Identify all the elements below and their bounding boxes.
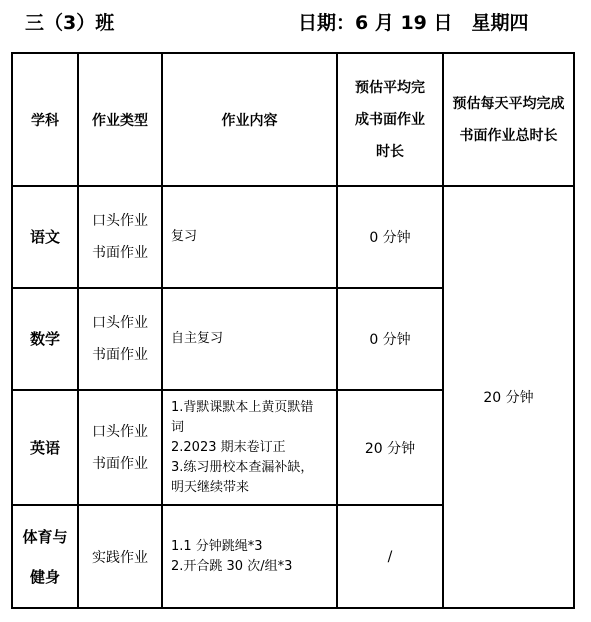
homework-table <box>11 52 575 609</box>
subject-english: 英语 <box>12 390 78 505</box>
class-title: 三（3）班 <box>25 12 115 34</box>
homework-type <box>78 288 162 390</box>
type-oral: 口头作业 <box>92 315 148 331</box>
content-line: 2.开合跳 30 次/组*3 <box>171 558 293 574</box>
header-content: 作业内容 <box>162 53 337 186</box>
content-line: 1.1 分钟跳绳*3 <box>171 538 263 554</box>
header-estimated-line2: 成书面作业 <box>355 111 425 128</box>
subject-line: 健身 <box>29 567 60 586</box>
subject-line: 体育与 <box>22 527 68 546</box>
type-oral: 口头作业 <box>92 423 148 440</box>
content-line: 词 <box>171 419 185 435</box>
homework-content <box>162 505 337 608</box>
type-written: 书面作业 <box>92 245 148 261</box>
homework-content <box>162 390 337 505</box>
content-line: 3.练习册校本查漏补缺， <box>171 459 314 475</box>
content-line: 2.2023 期末卷订正 <box>171 439 286 455</box>
header-total-line1: 预估每天平均完成 <box>452 95 565 112</box>
homework-duration: 20 分钟 <box>337 390 443 505</box>
header-estimated-line3: 时长 <box>376 143 404 160</box>
date-title: 日期：6 月 19 日 星期四 <box>298 12 529 34</box>
homework-content: 自主复习 <box>162 288 337 390</box>
subject-pe <box>12 505 78 608</box>
table-header-row <box>12 53 574 186</box>
type-oral: 口头作业 <box>92 213 148 229</box>
homework-type <box>78 186 162 288</box>
content-line: 明天继续带来 <box>171 479 250 495</box>
content-line: 1.背默课默本上黄页默错 <box>171 399 314 415</box>
header-subject: 学科 <box>12 53 78 186</box>
homework-content: 复习 <box>162 186 337 288</box>
table-row <box>12 186 574 288</box>
homework-duration: 0 分钟 <box>337 186 443 288</box>
homework-duration: 0 分钟 <box>337 288 443 390</box>
header-estimated-time <box>337 53 443 186</box>
subject-math: 数学 <box>12 288 78 390</box>
homework-type: 实践作业 <box>78 505 162 608</box>
homework-type <box>78 390 162 505</box>
header-type: 作业类型 <box>78 53 162 186</box>
total-duration: 20 分钟 <box>443 186 574 608</box>
homework-duration: / <box>337 505 443 608</box>
type-written: 书面作业 <box>92 455 148 472</box>
type-written: 书面作业 <box>92 347 148 363</box>
subject-chinese: 语文 <box>12 186 78 288</box>
header-estimated-line1: 预估平均完 <box>355 79 425 96</box>
header-total-time <box>443 53 574 186</box>
header-total-line2: 书面作业总时长 <box>459 127 558 144</box>
